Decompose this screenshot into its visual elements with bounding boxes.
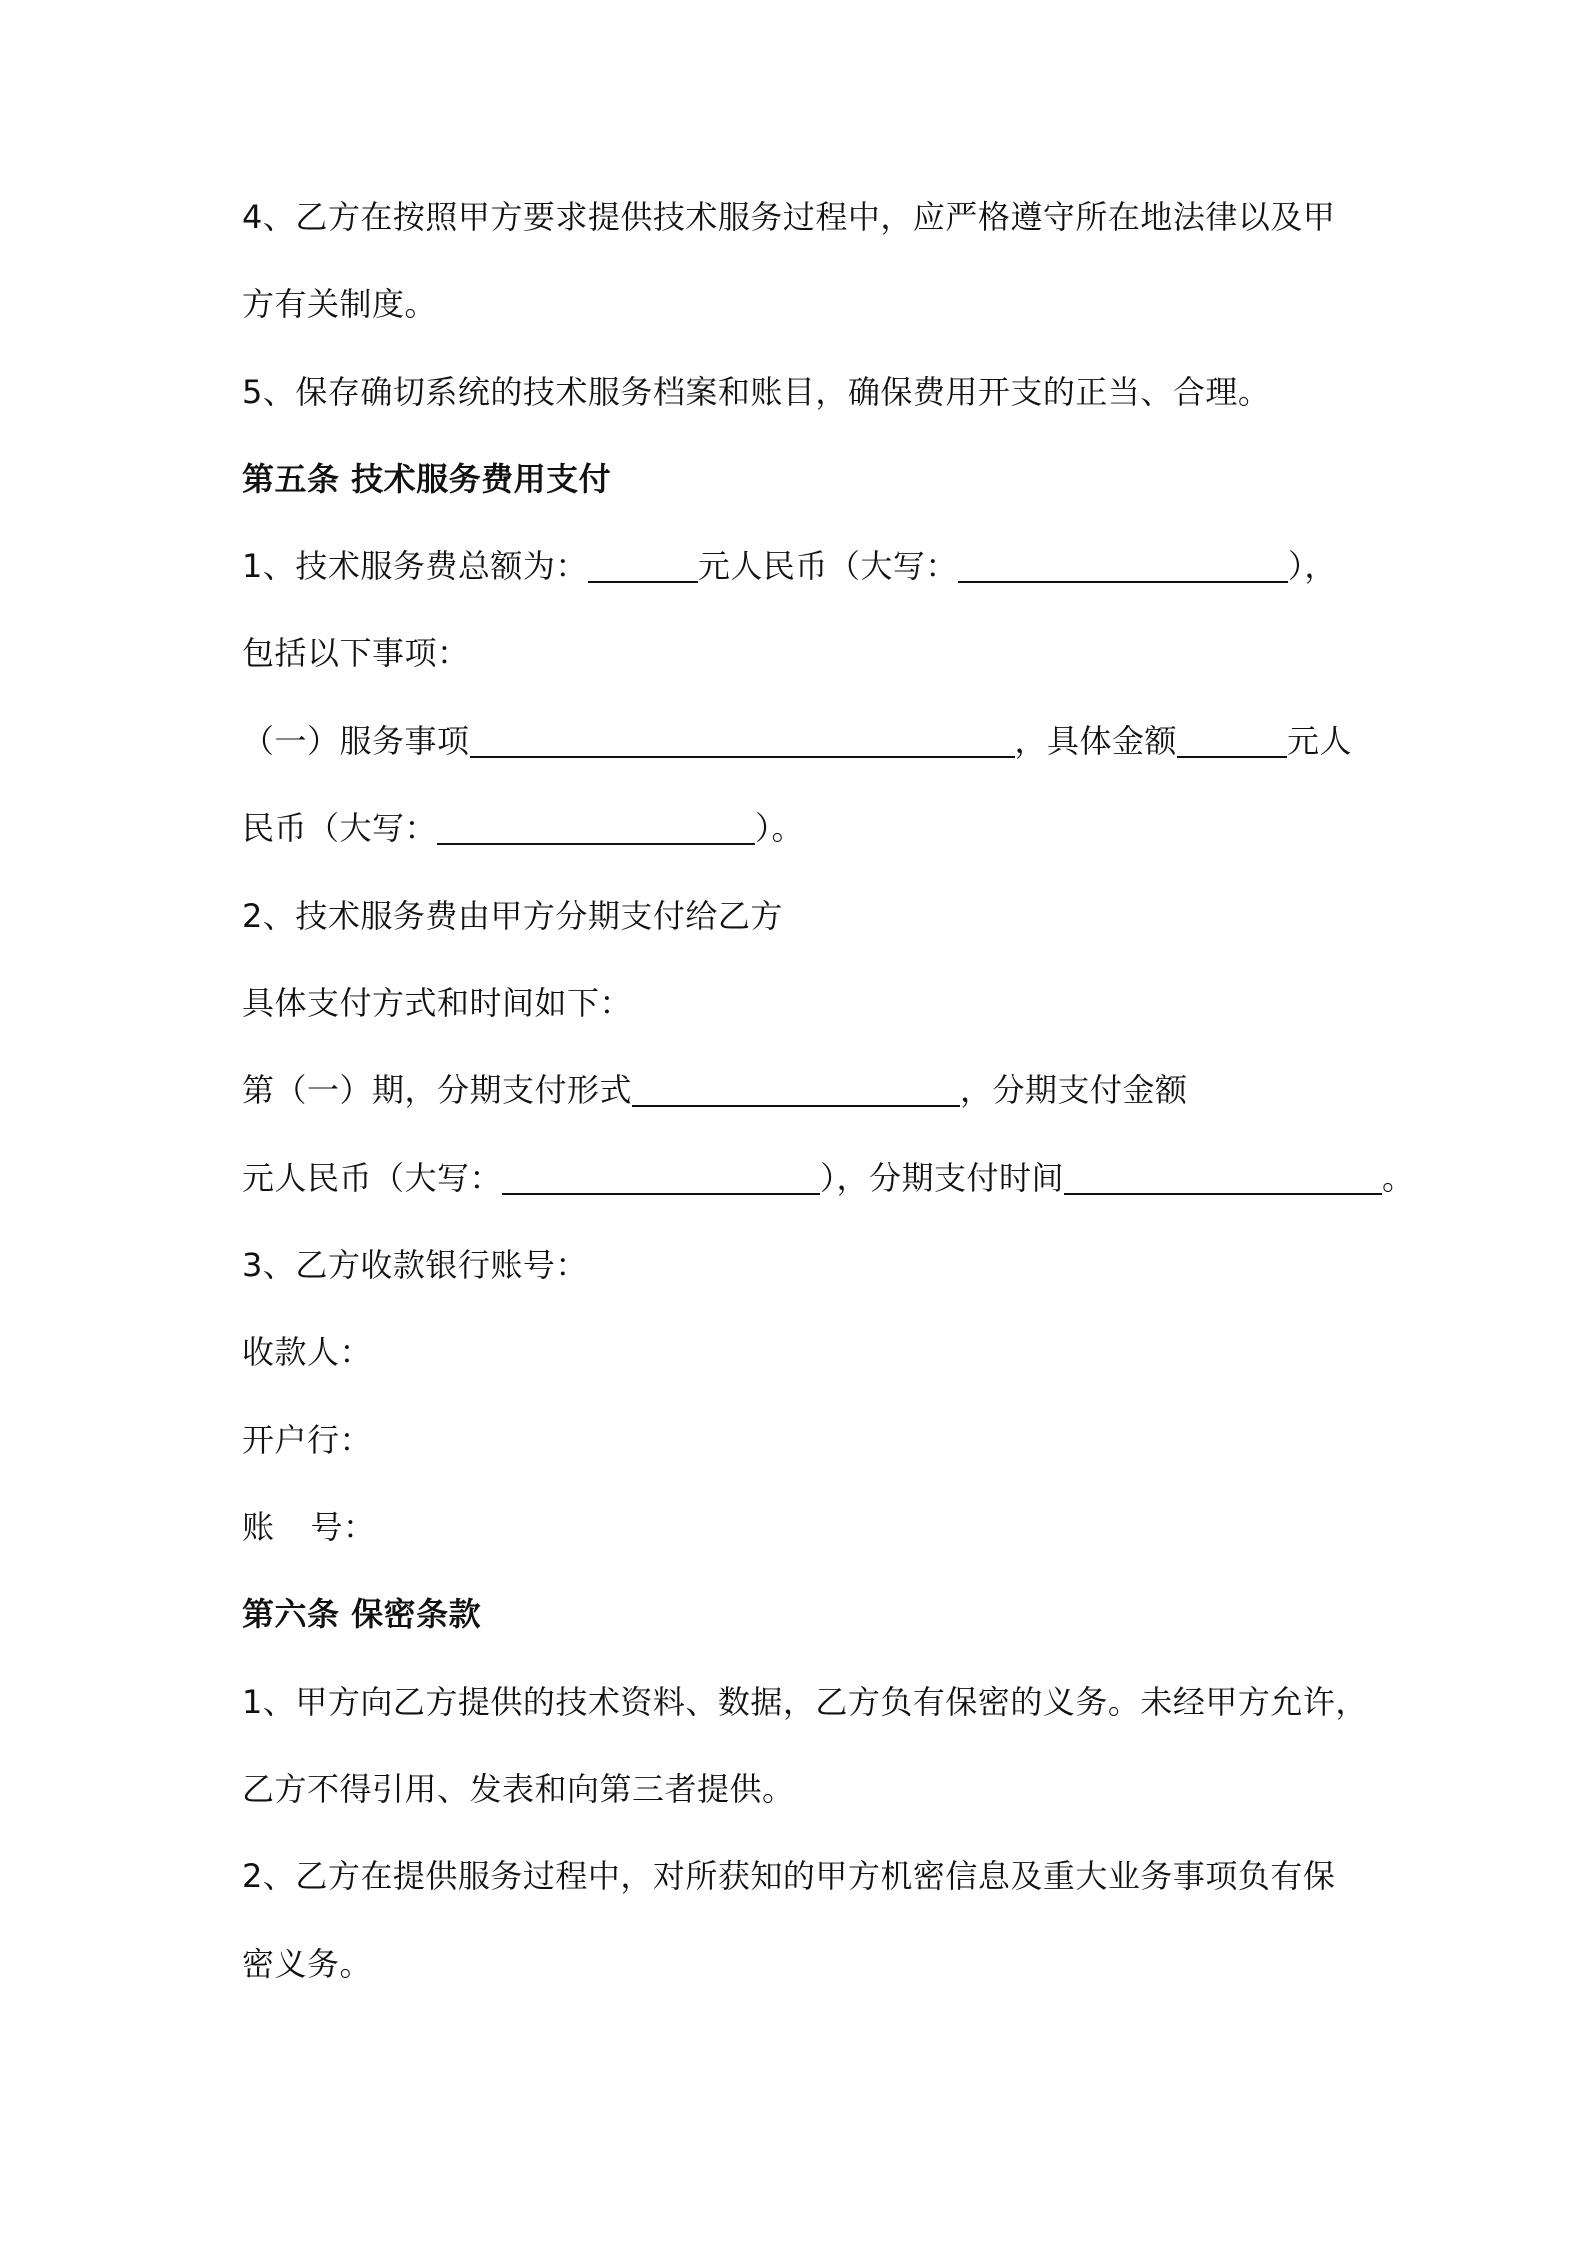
text: 第（一）期，分期支付形式	[242, 1071, 633, 1109]
text: 收款人：	[242, 1333, 373, 1371]
text: 元人民币（大写：	[242, 1159, 503, 1197]
text: 1、甲方向乙方提供的技术资料、数据，乙方负有保密的义务。未经甲方允许，	[242, 1683, 1368, 1721]
text: 账	[242, 1508, 275, 1546]
service-item-blank[interactable]	[470, 716, 1015, 758]
text: 乙方不得引用、发表和向第三者提供。	[242, 1770, 795, 1808]
text: 包括以下事项：	[242, 634, 470, 672]
total-fee-uppercase-blank[interactable]	[958, 541, 1288, 583]
text: 开户行：	[242, 1421, 373, 1459]
payment-method-intro	[242, 973, 632, 1033]
item-1-line-1	[242, 711, 1352, 771]
clause-6-1-line-1	[242, 1672, 1368, 1732]
text: ）。	[755, 809, 805, 847]
clause-6-2-line-1	[242, 1846, 1335, 1906]
clause-4-5	[242, 362, 1270, 422]
item-1-line-2	[242, 798, 804, 858]
clause-5-1-line-2	[242, 623, 470, 683]
heading-text: 第六条 保密条款	[242, 1595, 482, 1633]
installment-1-line-2	[242, 1148, 1415, 1208]
article-6-heading	[242, 1584, 481, 1644]
text: 密义务。	[242, 1945, 373, 1983]
bank-line	[242, 1410, 372, 1470]
text: 民币（大写：	[242, 809, 438, 847]
clause-4-4-line-2	[242, 274, 437, 334]
clause-5-1-line-1	[242, 536, 1337, 596]
account-number-line	[242, 1497, 376, 1557]
payee-line	[242, 1322, 372, 1382]
text: 元人	[1287, 722, 1353, 760]
item-amount-blank[interactable]	[1177, 716, 1287, 758]
clause-5-3	[242, 1235, 588, 1295]
text: ，分期支付金额	[960, 1071, 1188, 1109]
text: 3、乙方收款银行账号：	[242, 1246, 588, 1284]
item-amount-uppercase-blank[interactable]	[437, 803, 755, 845]
clause-4-4-line-1	[242, 187, 1335, 247]
text: 具体支付方式和时间如下：	[242, 984, 633, 1022]
heading-text: 第五条 技术服务费用支付	[242, 460, 612, 498]
clause-6-2-line-2	[242, 1934, 372, 1994]
text: 元人民币（大写：	[697, 547, 958, 585]
text: 2、技术服务费由甲方分期支付给乙方	[242, 897, 783, 935]
text: 。	[1382, 1159, 1415, 1197]
article-5-heading	[242, 449, 611, 509]
total-fee-blank[interactable]	[588, 541, 698, 583]
text: 5、保存确切系统的技术服务档案和账目，确保费用开支的正当、合理。	[242, 373, 1271, 411]
text: （一）服务事项	[242, 722, 470, 760]
text: 方有关制度。	[242, 285, 438, 323]
text: 1、技术服务费总额为：	[242, 547, 588, 585]
text: 4、乙方在按照甲方要求提供技术服务过程中，应严格遵守所在地法律以及甲	[242, 198, 1336, 236]
clause-5-2	[242, 886, 783, 946]
text: 2、乙方在提供服务过程中，对所获知的甲方机密信息及重大业务事项负有保	[242, 1857, 1336, 1895]
installment-1-line-1	[242, 1060, 1188, 1120]
text: ，具体金额	[1014, 722, 1178, 760]
installment-form-blank[interactable]	[632, 1065, 960, 1107]
installment-time-blank[interactable]	[1064, 1153, 1382, 1195]
text: 号：	[310, 1508, 376, 1546]
text: ），	[1287, 547, 1337, 585]
installment-amount-uppercase-blank[interactable]	[502, 1153, 820, 1195]
clause-6-1-line-2	[242, 1759, 795, 1819]
text: ），分期支付时间	[820, 1159, 1065, 1197]
